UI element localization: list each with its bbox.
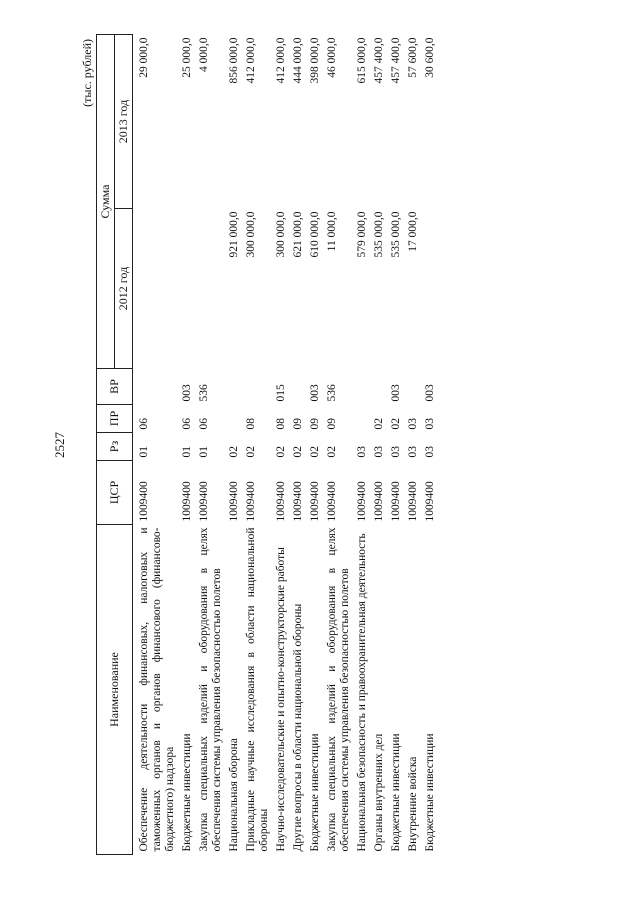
table-row (307, 34, 324, 854)
table-row (371, 34, 388, 854)
table-row (196, 34, 226, 854)
row-2012 (133, 209, 180, 369)
row-2012: 11 000,0 (326, 211, 338, 252)
row-2012: 300 000,0 (275, 211, 287, 258)
row-csr: 1009400 (275, 481, 287, 522)
row-2012: 535 000,0 (390, 211, 402, 258)
row-2012: 17 000,0 (407, 211, 419, 252)
row-2013: 29 000,0 (138, 37, 150, 78)
table-row (324, 34, 354, 854)
row-csr: 1009400 (245, 481, 257, 522)
row-csr: 1009400 (373, 481, 385, 522)
row-csr: 1009400 (138, 481, 150, 522)
row-rz: 03 (356, 446, 368, 458)
row-rz: 02 (326, 446, 338, 458)
row-vr (354, 369, 371, 405)
row-rz: 02 (245, 446, 257, 458)
row-rz: 03 (373, 446, 385, 458)
row-csr: 1009400 (292, 481, 304, 522)
units-label: (тыс. рублей) (80, 39, 94, 107)
table-row (388, 34, 405, 854)
row-2013: 856 000,0 (228, 37, 240, 84)
row-name: Бюджетные инвестиции (309, 733, 321, 852)
row-pr: 09 (292, 418, 304, 430)
row-rz: 03 (407, 446, 419, 458)
row-name: Обеспечение деятельности финансовых, налоговых и таможенных органов и органов финансового (финансово-бюджетного) надзора (138, 527, 176, 852)
row-rz: 02 (228, 446, 240, 458)
row-rz: 03 (390, 446, 402, 458)
row-csr: 1009400 (309, 481, 321, 522)
table-row (290, 34, 307, 854)
header-2012: 2012 год (115, 209, 133, 369)
row-vr: 003 (309, 384, 321, 402)
row-name: Бюджетные инвестиции (390, 733, 402, 852)
row-pr (226, 405, 243, 433)
header-vr: ВР (97, 369, 133, 405)
row-2013: 457 400,0 (390, 37, 402, 84)
row-2013: 57 600,0 (407, 37, 419, 78)
row-pr: 06 (138, 418, 150, 430)
row-rz: 02 (275, 446, 287, 458)
row-csr: 1009400 (356, 481, 368, 522)
row-name: Органы внутренних дел (373, 733, 385, 852)
row-vr (133, 369, 180, 405)
row-vr (371, 369, 388, 405)
row-vr (405, 369, 422, 405)
header-rz: Рз (97, 433, 133, 461)
row-2012 (179, 209, 196, 369)
row-pr: 06 (198, 418, 210, 430)
row-2013: 46 000,0 (326, 37, 338, 78)
row-2012 (196, 209, 226, 369)
table-row (133, 34, 180, 854)
row-2012: 579 000,0 (356, 211, 368, 258)
row-vr: 003 (181, 384, 193, 402)
row-csr: 1009400 (390, 481, 402, 522)
header-2013: 2013 год (115, 34, 133, 208)
row-name: Бюджетные инвестиции (424, 733, 436, 852)
row-2012: 300 000,0 (245, 211, 257, 258)
row-name: Закупка специальных изделий и оборудования в целях обеспечения системы управления безопасностью полетов (198, 527, 223, 852)
budget-table (96, 34, 439, 855)
row-rz: 02 (292, 446, 304, 458)
row-csr: 1009400 (407, 481, 419, 522)
row-rz: 03 (424, 446, 436, 458)
row-pr: 08 (245, 418, 257, 430)
row-name: Внутренние войска (407, 756, 419, 852)
row-2013: 615 000,0 (356, 37, 368, 84)
row-vr: 536 (326, 384, 338, 402)
row-2013: 30 600,0 (424, 37, 436, 78)
table-row (354, 34, 371, 854)
row-vr: 003 (424, 384, 436, 402)
page-number: 2527 (52, 432, 67, 458)
table-row (226, 34, 243, 854)
row-pr: 03 (407, 418, 419, 430)
row-csr: 1009400 (198, 481, 210, 522)
table-body (133, 34, 440, 854)
row-pr: 09 (309, 418, 321, 430)
row-vr: 536 (198, 384, 210, 402)
table-row (243, 34, 273, 854)
row-csr: 1009400 (326, 481, 338, 522)
row-2012 (422, 209, 439, 369)
table-row (405, 34, 422, 854)
row-vr: 015 (275, 384, 287, 402)
row-2013: 412 000,0 (245, 37, 257, 84)
row-name: Прикладные научные исследования в области национальной обороны (245, 527, 270, 852)
header-pr: ПР (97, 405, 133, 433)
row-pr: 02 (390, 418, 402, 430)
row-pr: 08 (275, 418, 287, 430)
row-2013: 444 000,0 (292, 37, 304, 84)
row-pr: 03 (424, 418, 436, 430)
row-2013: 398 000,0 (309, 37, 321, 84)
row-2013: 412 000,0 (275, 37, 287, 84)
row-csr: 1009400 (228, 481, 240, 522)
row-2012: 621 000,0 (292, 211, 304, 258)
table-row (273, 34, 290, 854)
row-rz: 01 (198, 446, 210, 458)
row-name: Научно-исследовательские и опытно-конструкторские работы (275, 547, 287, 852)
row-pr: 06 (181, 418, 193, 430)
row-name: Закупка специальных изделий и оборудования в целях обеспечения системы управления безопасностью полетов (326, 527, 351, 852)
row-vr (226, 369, 243, 405)
row-vr (243, 369, 273, 405)
row-pr (354, 405, 371, 433)
row-2013: 457 400,0 (373, 37, 385, 84)
header-name: Наименование (97, 525, 133, 855)
row-csr: 1009400 (181, 481, 193, 522)
row-pr: 02 (373, 418, 385, 430)
row-pr: 09 (326, 418, 338, 430)
row-2012: 921 000,0 (228, 211, 240, 258)
rotated-page (52, 35, 552, 855)
table-row (179, 34, 196, 854)
row-2013: 25 000,0 (181, 37, 193, 78)
row-vr: 003 (390, 384, 402, 402)
row-rz: 01 (181, 446, 193, 458)
row-name: Национальная безопасность и правоохранительная деятельность (356, 533, 368, 852)
row-2012: 535 000,0 (373, 211, 385, 258)
row-name: Другие вопросы в области национальной обороны (292, 603, 304, 852)
row-rz: 02 (309, 446, 321, 458)
row-2013: 4 000,0 (198, 37, 210, 72)
header-csr: ЦСР (97, 461, 133, 525)
table-row (422, 34, 439, 854)
row-name: Национальная оборона (228, 738, 240, 852)
header-sum: Сумма (97, 34, 115, 368)
row-rz: 01 (138, 446, 150, 458)
row-2012: 610 000,0 (309, 211, 321, 258)
row-name: Бюджетные инвестиции (181, 733, 193, 852)
row-vr (290, 369, 307, 405)
row-csr: 1009400 (424, 481, 436, 522)
